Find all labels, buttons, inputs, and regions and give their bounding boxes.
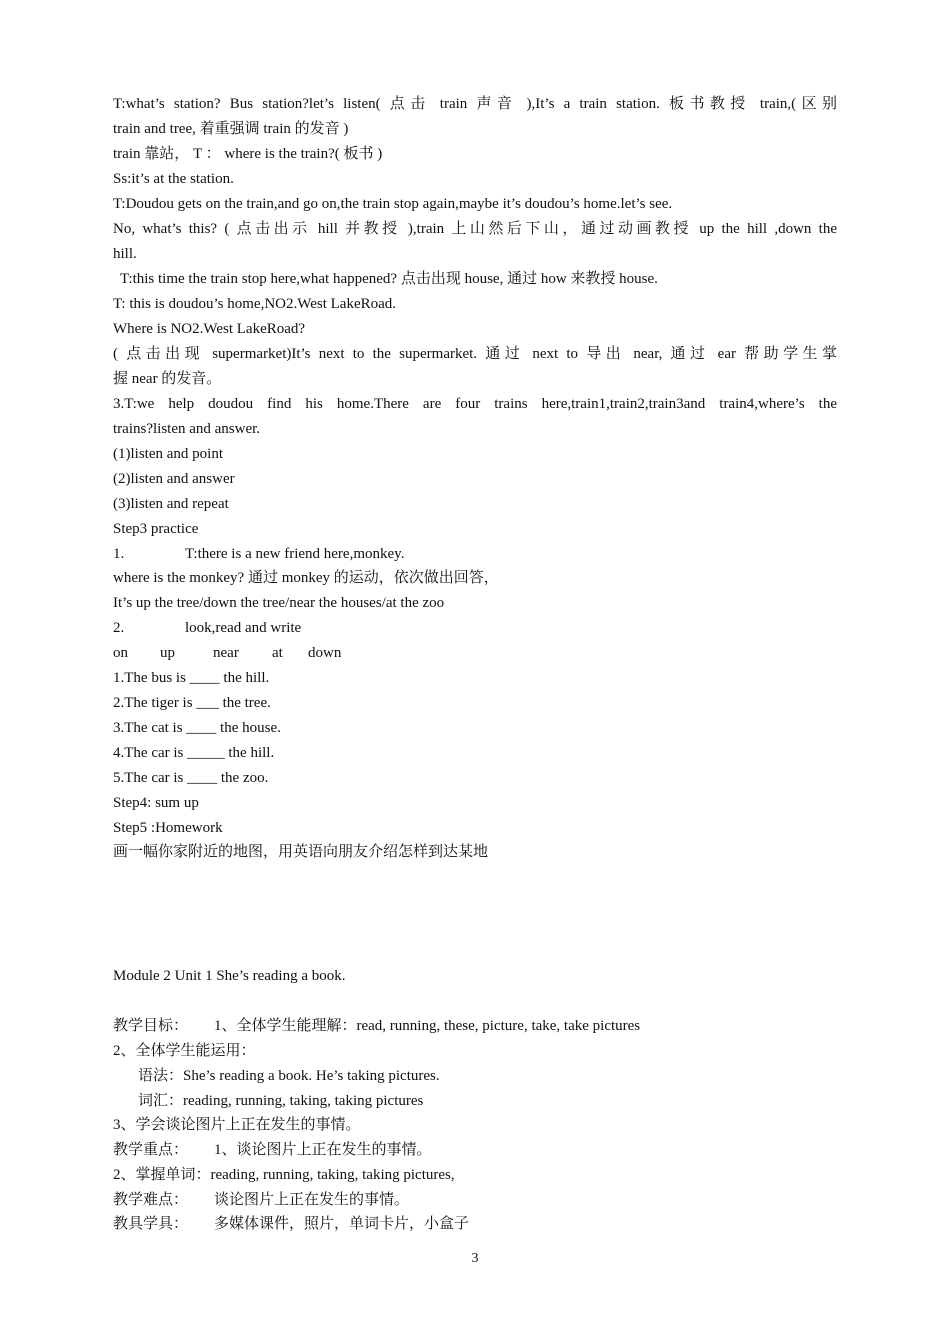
text-line: 词汇：reading, running, taking, taking pictures (138, 1093, 424, 1109)
label: 教具学具： (113, 1216, 189, 1232)
list-item: (2)listen and answer (113, 471, 235, 487)
teaching-tools (113, 1214, 837, 1234)
label: 教学难点： (113, 1192, 189, 1208)
module-title: Module 2 Unit 1 She’s reading a book. (113, 968, 346, 984)
exercise-item: 4.The car is _____ the hill. (113, 745, 275, 761)
word-bank-item: near (213, 645, 239, 661)
value: 谈论图片上正在发生的事情。 (214, 1192, 410, 1208)
exercise-item: 2.The tiger is ___ the tree. (113, 695, 271, 711)
text-line: 语法：She’s reading a book. He’s taking pictures. (138, 1068, 440, 1084)
text-line: train and tree, 着重强调 train 的发音 ) (113, 121, 349, 137)
item-text: look,read and write (185, 620, 302, 636)
value: 多媒体课件，照片，单词卡片，小盒子 (214, 1216, 470, 1232)
practice-item-1 (113, 544, 837, 564)
list-item: (3)listen and repeat (113, 496, 229, 512)
exercise-item: 5.The car is ____ the zoo. (113, 770, 269, 786)
text-line: ( 点击出现 supermarket)It’s next to the supermarket. 通过 next to 导出 near, 通过 ear 帮助学生掌 (113, 346, 837, 362)
text-line: 3、学会谈论图片上正在发生的事情。 (113, 1117, 361, 1133)
exercise-item: 1.The bus is ____ the hill. (113, 670, 270, 686)
step-heading: Step3 practice (113, 521, 199, 537)
word-bank (113, 643, 837, 663)
item-text: T:there is a new friend here,monkey. (185, 546, 405, 562)
text-line: where is the monkey? 通过 monkey 的运动，依次做出回答， (113, 570, 499, 586)
word-bank-item: on (113, 645, 128, 661)
item-number: 2. (113, 620, 125, 636)
teaching-key-points (113, 1140, 837, 1160)
label: 教学目标： (113, 1018, 189, 1034)
value: 1、全体学生能理解：read, running, these, picture, take, take pictures (214, 1018, 641, 1034)
text-line: It’s up the tree/down the tree/near the houses/at the zoo (113, 595, 445, 611)
text-line: 画一幅你家附近的地图，用英语向朋友介绍怎样到达某地 (113, 844, 489, 860)
text-line: T:Doudou gets on the train,and go on,the train stop again,maybe it’s doudou’s home.let’s see. (113, 196, 673, 212)
practice-item-2 (113, 618, 837, 638)
teaching-difficulties (113, 1190, 837, 1210)
list-item: (1)listen and point (113, 446, 223, 462)
text-line: T:what’s station? Bus station?let’s listen( 点击 train 声音 ),It’s a train station. 板书教授 train,(区别 (113, 96, 837, 112)
step-heading: Step5 :Homework (113, 820, 223, 836)
text-line: trains?listen and answer. (113, 421, 261, 437)
text-line: train 靠站， T ： where is the train?( 板书 ) (113, 146, 383, 162)
text-line: 2、掌握单词：reading, running, taking, taking pictures, (113, 1167, 455, 1183)
word-bank-item: down (308, 645, 342, 661)
text-line: No, what’s this? ( 点击出示 hill 并教授 ),train 上山然后下山，通过动画教授 up the hill ,down the (113, 221, 837, 237)
step-heading: Step4: sum up (113, 795, 199, 811)
word-bank-item: at (272, 645, 283, 661)
text-line: T: this is doudou’s home,NO2.West LakeRoad. (113, 296, 397, 312)
item-number: 1. (113, 546, 125, 562)
page-number: 3 (471, 1251, 479, 1266)
value: 1、谈论图片上正在发生的事情。 (214, 1142, 432, 1158)
word-bank-item: up (160, 645, 175, 661)
text-line: 3.T:we help doudou find his home.There are four trains here,train1,train2,train3and train4,where’s the (113, 396, 837, 412)
text-line: Where is NO2.West LakeRoad? (113, 321, 306, 337)
exercise-item: 3.The cat is ____ the house. (113, 720, 281, 736)
text-line: hill. (113, 246, 137, 262)
label: 教学重点： (113, 1142, 189, 1158)
text-line: Ss:it’s at the station. (113, 171, 234, 187)
teaching-goals (113, 1016, 837, 1036)
text-line: 2、全体学生能运用： (113, 1043, 256, 1059)
text-line: 握 near 的发音。 (113, 371, 222, 387)
text-line: T:this time the train stop here,what happened? 点击出现 house, 通过 how 来教授 house. (120, 271, 658, 287)
